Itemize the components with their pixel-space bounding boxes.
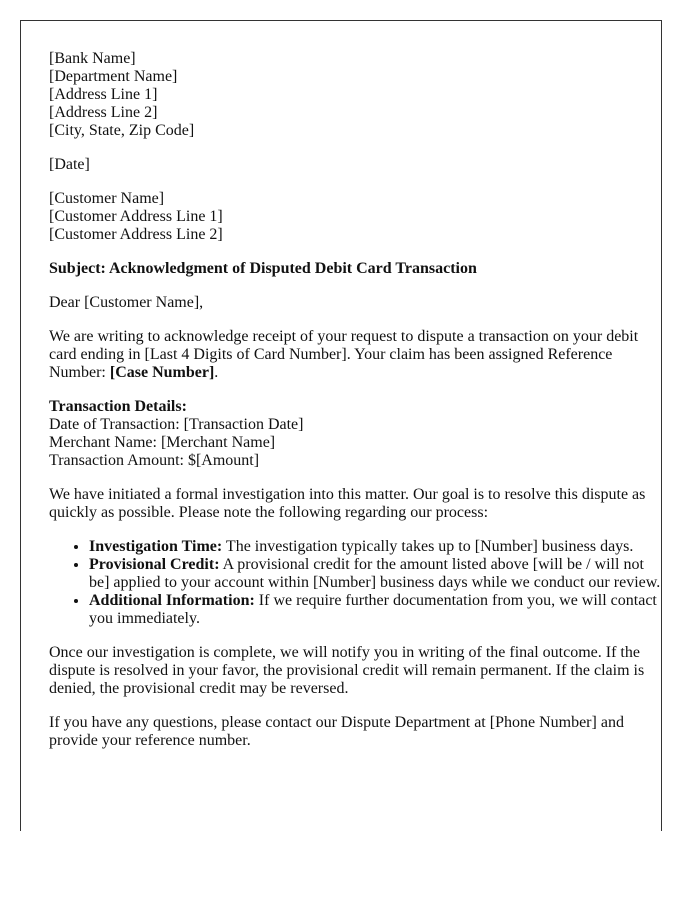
contact-paragraph: If you have any questions, please contact our Dispute Department at [Phone Number] and provide your reference number. bbox=[49, 714, 624, 749]
intro-end: . bbox=[214, 364, 219, 381]
process-item-additional-information bbox=[89, 592, 661, 628]
process-item-investigation-time bbox=[89, 538, 661, 556]
process-item-label: Provisional Credit: bbox=[89, 556, 220, 573]
letter-document bbox=[20, 20, 662, 831]
process-item-text: A provisional credit for the amount listed above [will be / will not be] applied to your account within [Number] business days while we conduct our review. bbox=[89, 556, 661, 591]
customer-name: [Customer Name] bbox=[49, 190, 165, 207]
merchant-name-line: Merchant Name: [Merchant Name] bbox=[49, 434, 276, 451]
transaction-date-line: Date of Transaction: [Transaction Date] bbox=[49, 416, 304, 433]
process-item-text: If we require further documentation from you, we will contact you immediately. bbox=[89, 592, 657, 627]
transaction-amount-line: Transaction Amount: $[Amount] bbox=[49, 452, 260, 469]
sender-address-line-2: [Address Line 2] bbox=[49, 104, 158, 121]
customer-address-line-1: [Customer Address Line 1] bbox=[49, 208, 223, 225]
letter-date: [Date] bbox=[49, 156, 90, 173]
sender-address-line-1: [Address Line 1] bbox=[49, 86, 158, 103]
process-item-text: The investigation typically takes up to [Number] business days. bbox=[222, 538, 634, 555]
transaction-details-heading: Transaction Details: bbox=[49, 398, 187, 415]
sender-address-block bbox=[49, 50, 661, 140]
salutation: Dear [Customer Name], bbox=[49, 294, 204, 311]
transaction-details-block bbox=[49, 398, 661, 470]
process-item-provisional-credit bbox=[89, 556, 661, 592]
case-number: [Case Number] bbox=[109, 364, 215, 381]
intro-text: We are writing to acknowledge receipt of your request to dispute a transaction on your debit card ending in [Last 4 Digits of Card Number]. Your claim has been assigned Reference Number: bbox=[49, 328, 639, 381]
process-item-label: Additional Information: bbox=[89, 592, 255, 609]
department-name: [Department Name] bbox=[49, 68, 178, 85]
subject-line: Subject: Acknowledgment of Disputed Debit Card Transaction bbox=[49, 260, 477, 277]
process-list bbox=[49, 538, 661, 628]
bank-name: [Bank Name] bbox=[49, 50, 136, 67]
sender-city-state-zip: [City, State, Zip Code] bbox=[49, 122, 195, 139]
recipient-address-block bbox=[49, 190, 661, 244]
outcome-paragraph: Once our investigation is complete, we will notify you in writing of the final outcome. If the dispute is resolved in your favor, the provisional credit will remain permanent. If the claim is denied, the provisional credit may be reversed. bbox=[49, 644, 645, 697]
process-item-label: Investigation Time: bbox=[89, 538, 223, 555]
customer-address-line-2: [Customer Address Line 2] bbox=[49, 226, 223, 243]
intro-paragraph bbox=[49, 328, 661, 382]
investigation-intro-paragraph: We have initiated a formal investigation into this matter. Our goal is to resolve this dispute as quickly as possible. Please note the following regarding our process: bbox=[49, 486, 646, 521]
